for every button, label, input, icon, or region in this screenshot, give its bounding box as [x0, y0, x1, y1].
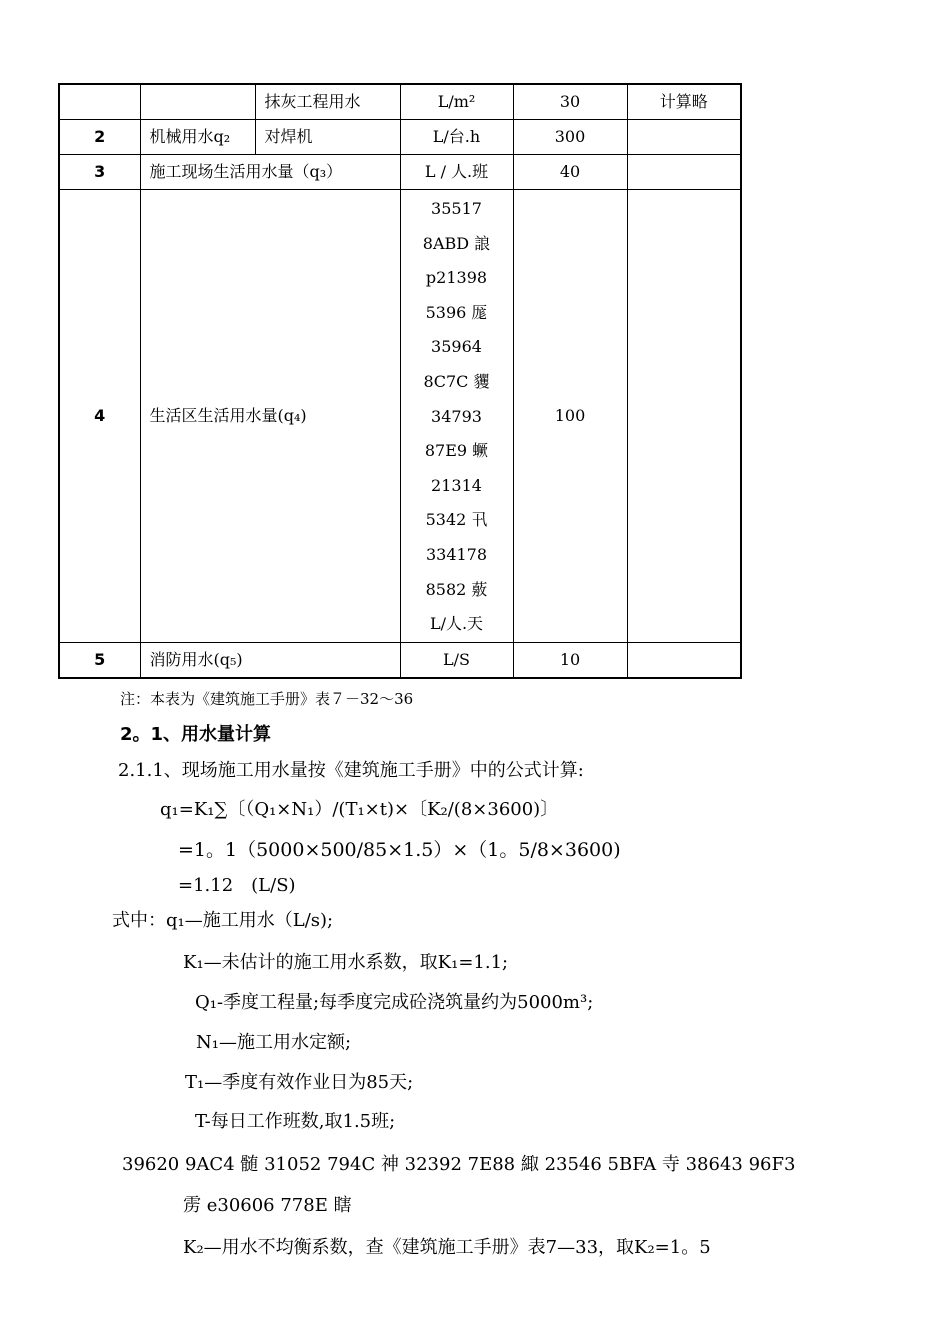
unit-line: 8582 薂 — [425, 579, 488, 599]
item-name: 施工现场生活用水量（q₃） — [140, 155, 400, 190]
formula-result: =1.12 (L/S) — [178, 875, 296, 896]
unit-line: 21314 — [431, 475, 482, 495]
unit-line: 35517 — [431, 199, 482, 218]
item-name — [140, 84, 255, 120]
section-heading: 2。1、用水量计算 — [120, 724, 272, 745]
remark-cell — [627, 642, 741, 678]
remark-cell — [627, 120, 741, 155]
value-cell: 100 — [513, 190, 627, 643]
garbled-line: 39620 9AC4 髄 31052 794C 神 32392 7E88 緅 23546 5BFA 寺 38643 96F3 — [122, 1154, 796, 1175]
table-row — [59, 642, 741, 678]
definition-line: K₁—未估计的施工用水系数，取K₁=1.1; — [183, 952, 509, 973]
value-cell: 300 — [513, 120, 627, 155]
unit-line: 87E9 蟩 — [424, 441, 489, 461]
unit-cell — [400, 190, 513, 643]
unit-cell: L/台.h — [400, 120, 513, 155]
definition-line: K₂—用水不均衡系数，查《建筑施工手册》表7—33，取K₂=1。5 — [183, 1237, 711, 1258]
formula-line: q₁=K₁∑〔（Q₁×N₁）/(T₁×t)×〔K₂/(8×3600)〕 — [160, 799, 559, 820]
item-subname: 抹灰工程用水 — [255, 84, 400, 120]
definition-line: T₁—季度有效作业日为85天; — [185, 1072, 414, 1093]
unit-line: 35964 — [431, 337, 482, 357]
table-row — [59, 84, 741, 120]
remark-cell: 计算略 — [627, 84, 741, 120]
garbled-line: 雳 e30606 778E 瞎 — [183, 1195, 352, 1216]
row-number — [59, 84, 140, 120]
unit-line: 5396 厖 — [425, 302, 488, 322]
definition-line: N₁—施工用水定额; — [196, 1032, 352, 1053]
unit-line: 8ABD 誏 — [422, 233, 491, 253]
unit-line: 34793 — [431, 406, 482, 426]
body-line: 2.1.1、现场施工用水量按《建筑施工手册》中的公式计算: — [118, 760, 584, 781]
value-cell: 40 — [513, 155, 627, 190]
value-cell: 30 — [513, 84, 627, 120]
unit-cell: L/m² — [400, 84, 513, 120]
table-row — [59, 120, 741, 155]
item-name: 机械用水q₂ — [140, 120, 255, 155]
unit-line: L/人.天 — [429, 614, 484, 634]
unit-line: 8C7C 貜 — [423, 371, 490, 391]
definition-line: T-每日工作班数,取1.5班; — [195, 1111, 396, 1132]
unit-line: p21398 — [425, 268, 488, 288]
definition-line: 式中：q₁—施工用水（L/s); — [112, 910, 334, 931]
row-number: 3 — [59, 155, 140, 190]
formula-calc: =1。1（5000×500/85×1.5）×（1。5/8×3600) — [178, 839, 621, 861]
item-name: 消防用水(q₅) — [140, 642, 400, 678]
remark-cell — [627, 155, 741, 190]
row-number: 5 — [59, 642, 140, 678]
water-consumption-table — [58, 83, 742, 679]
remark-cell — [627, 190, 741, 643]
unit-line: 5342 卂 — [425, 510, 488, 530]
row-number: 2 — [59, 120, 140, 155]
value-cell: 10 — [513, 642, 627, 678]
table-row — [59, 155, 741, 190]
unit-line: 334178 — [425, 544, 488, 564]
row-number: 4 — [59, 190, 140, 643]
unit-cell: L / 人.班 — [400, 155, 513, 190]
item-subname: 对焊机 — [255, 120, 400, 155]
table-row — [59, 190, 741, 643]
table-note: 注：本表为《建筑施工手册》表７－32～36 — [120, 690, 414, 708]
unit-cell: L/S — [400, 642, 513, 678]
definition-line: Q₁-季度工程量;每季度完成砼浇筑量约为5000m³; — [195, 992, 594, 1013]
item-name: 生活区生活用水量(q₄) — [140, 190, 400, 643]
